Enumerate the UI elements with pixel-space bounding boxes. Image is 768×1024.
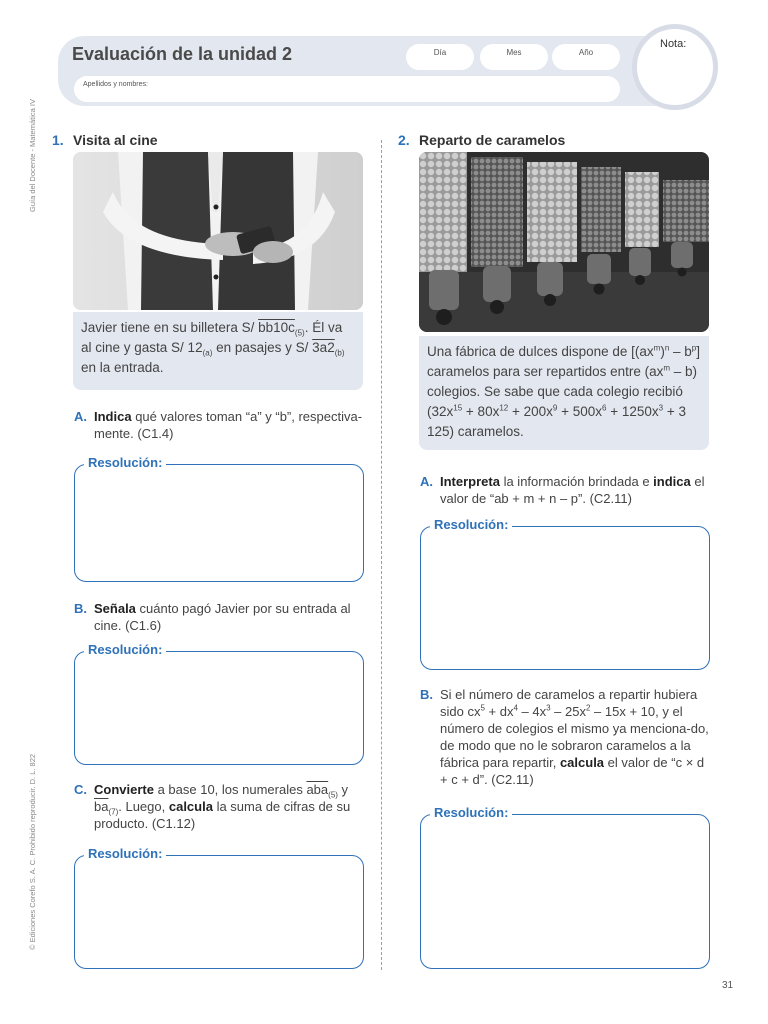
- section-1-statement: Javier tiene en su billetera S/ $bb10c_{(5)}$. Él va al cine y gasta S/ $12_{(a)}$ en pasajes y S/ $3a2_{(b)}$ en la entrada.: [73, 312, 363, 390]
- resolution-label: Resolución:: [430, 517, 512, 532]
- resolution-label: Resolución:: [84, 642, 166, 657]
- resolution-box-2a[interactable]: [420, 526, 710, 670]
- margin-guide-text: Guía del Docente - Matemática IV: [28, 99, 37, 212]
- section-1-title: Visita al cine: [73, 132, 158, 148]
- section-2-number: 2.: [398, 132, 410, 148]
- page-title: Evaluación de la unidad 2: [72, 44, 293, 64]
- man-wallet-photo: [73, 152, 363, 310]
- margin-copyright-text: © Ediciones Corefo S. A. C. Prohibido reproducir. D. L. 822: [28, 753, 37, 950]
- column-divider: [381, 140, 382, 970]
- resolution-label: Resolución:: [84, 846, 166, 861]
- section-2-statement: Una fábrica de dulces dispone de $[(ax^m)^n - b^p]$ caramelos para ser repartidos entre $(ax^m - b)$ colegios. Se sabe que cada colegio recibió ($32x^{15} + 80x^{12} + 200x^9 + 500x^6 + 1250x^3 + 3$ 125) caramelos.: [419, 336, 709, 450]
- name-field[interactable]: Apellidos y nombres:: [74, 76, 620, 102]
- resolution-label: Resolución:: [84, 455, 166, 470]
- resolution-label: Resolución:: [430, 805, 512, 820]
- question-1b: B. Señala cuánto pagó Javier por su entrada al cine. (C1.6): [74, 601, 351, 633]
- candy-dispensers-photo: [419, 152, 709, 332]
- resolution-box-1b[interactable]: [74, 651, 364, 765]
- grade-label: Nota:: [660, 38, 687, 50]
- question-2b: B. Si el número de caramelos a repartir hubiera sido $cx^5 + dx^4 - 4x^3 - 25x^2 - 15x + 10$, y el número de colegios el mismo ya menciona-do, de modo que no le sobraron caramelos a la fábrica para repartir, calcula el valor de “c × d + c + d”. (C2.11): [420, 687, 709, 787]
- section-2-title: Reparto de caramelos: [419, 132, 566, 148]
- section-1-number: 1.: [52, 132, 64, 148]
- question-2a: A. Interpreta la información brindada e indica el valor de “ab + m + n – p”. (C2.11): [420, 474, 705, 506]
- day-field[interactable]: Día: [406, 44, 474, 70]
- question-1c: C. Convierte a base 10, los numerales $\overline{aba}_{(5)}$ y $\overline{ba}_{(7)}$. Luego, calcula la suma de cifras de su producto. (C1.12): [74, 782, 351, 831]
- grade-circle[interactable]: [632, 24, 718, 110]
- year-field[interactable]: Año: [552, 44, 620, 70]
- month-field[interactable]: Mes: [480, 44, 548, 70]
- question-1a: A. Indica qué valores toman “a” y “b”, respectiva-mente. (C1.4): [74, 409, 363, 441]
- page-number: 31: [722, 980, 734, 991]
- resolution-box-1a[interactable]: [74, 464, 364, 582]
- resolution-box-1c[interactable]: [74, 855, 364, 969]
- resolution-box-2b[interactable]: [420, 814, 710, 969]
